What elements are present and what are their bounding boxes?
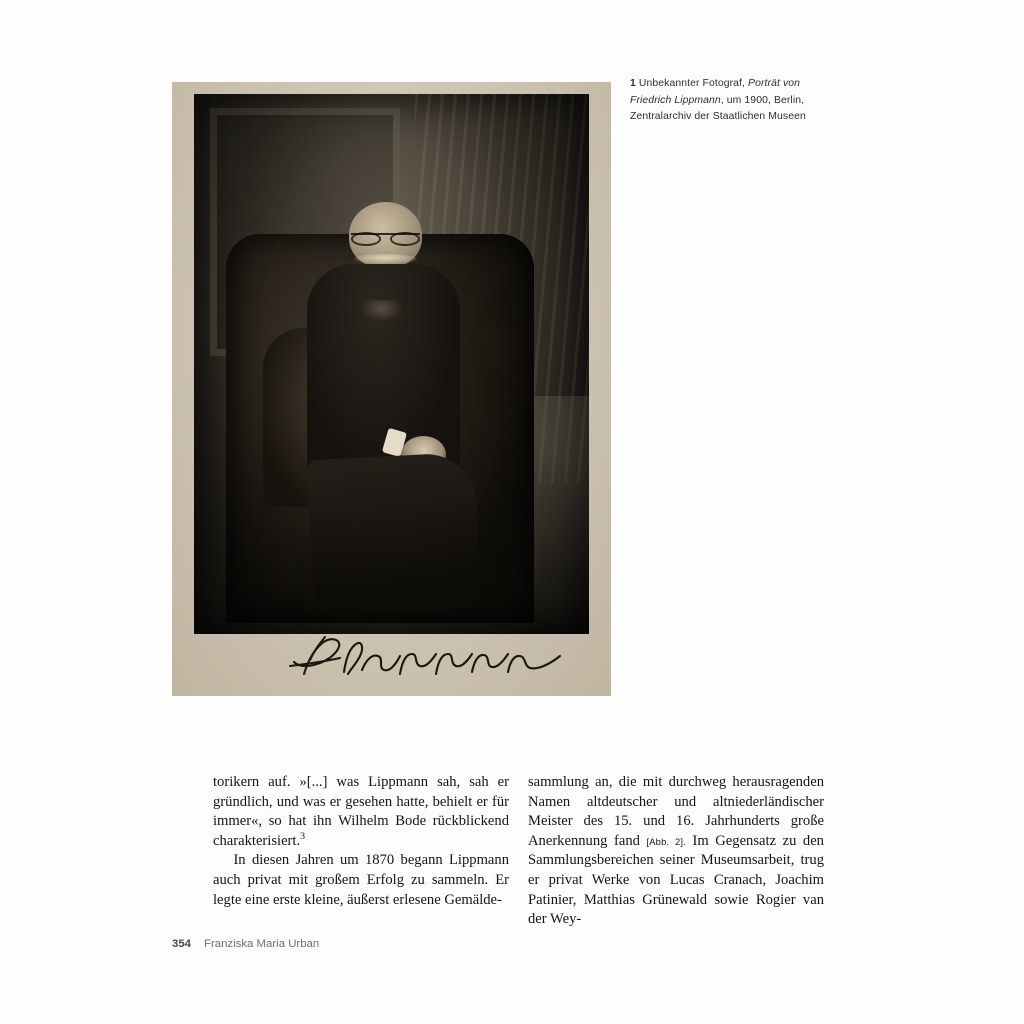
page-footer xyxy=(172,938,319,950)
running-author-name: Franziska Maria Urban xyxy=(204,938,320,950)
footnote-marker-3: 3 xyxy=(300,830,306,842)
figure-caption-prefix: Unbekannter Fotograf, xyxy=(638,78,749,89)
paragraph-left-2: In diesen Jahren um 1870 begann Lippmann auch privat mit großem Erfolg zu sammeln. Er legte eine erste kleine, äußerst erlesene Gemälde- xyxy=(213,852,509,908)
paragraph-right-part1: sammlung an, die mit durchweg herausragenden Namen altdeutscher und altniederländischer Meister des 15. und 16. Jahrhunderts große Anerkennung fand xyxy=(528,774,824,849)
figure-reference-abb2: [Abb. 2]. xyxy=(646,835,686,847)
body-text-left-column xyxy=(213,773,509,910)
figure-caption xyxy=(630,76,830,126)
figure-caption-title: Porträt von Friedrich Lippmann xyxy=(630,78,801,106)
figure-number: 1 xyxy=(630,78,636,89)
paragraph-left-1-text: torikern auf. »[...] was Lippmann sah, sah er gründlich, und was er gesehen hatte, behielt er für immer«, so hat ihn Wilhelm Bode rückblickend charakterisiert. xyxy=(213,774,509,849)
photograph-image xyxy=(194,94,589,634)
body-text-right-column xyxy=(528,773,824,930)
paragraph-left-1 xyxy=(213,773,509,851)
handwritten-signature xyxy=(194,630,589,688)
figure-portrait-photograph xyxy=(172,82,611,696)
paragraph-right-part2: Im Gegensatz zu den Sammlungsbereichen seiner Museumsarbeit, trug er privat Werke von Lucas Cranach, Joachim Patinier, Matthias Grünewald sowie Rogier van der Wey- xyxy=(528,832,824,928)
figure-caption-suffix: , um 1900, Berlin, Zentralarchiv der Staatlichen Museen xyxy=(630,94,806,122)
page-number: 354 xyxy=(172,938,192,950)
paragraph-right-1 xyxy=(528,773,824,930)
photo-vignette xyxy=(194,94,589,634)
